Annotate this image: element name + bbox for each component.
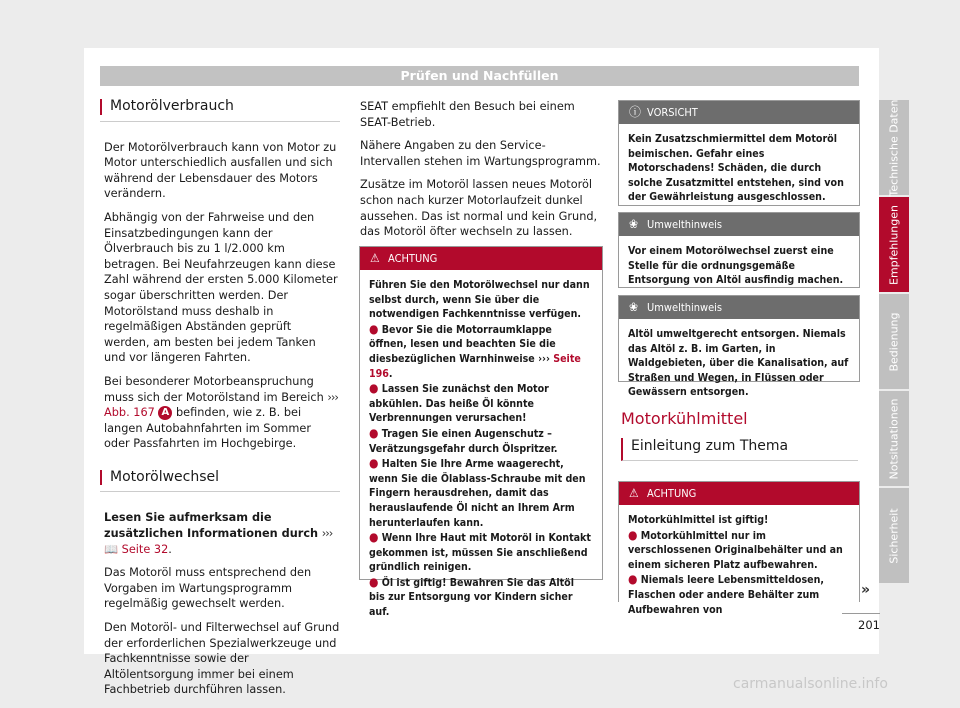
info-circle-icon: ⓘ	[629, 105, 642, 119]
box-title: Umwelthinweis	[647, 301, 723, 314]
warning-triangle-icon: ⚠	[370, 251, 380, 265]
list-item	[369, 426, 593, 456]
bullet-icon: ●	[369, 456, 379, 471]
column-1	[100, 99, 340, 706]
page-number: 201	[842, 613, 880, 632]
section-title: Motorkühlmittel	[621, 409, 748, 428]
bullet-icon: ●	[369, 574, 379, 589]
vorsicht-body: Kein Zusatzschmiermittel dem Motoröl beimischen. Gefahr eines Motorschadens! Schäden, die durch solche Zusatzmittel entstehen, sind von der Gewährleistung ausgeschlossen.	[628, 133, 844, 204]
tab-label: Notsituationen	[887, 398, 901, 479]
umwelt-box-2	[618, 295, 860, 399]
bullet-icon: ●	[369, 530, 379, 545]
heading-motoroelwechsel: Motorölwechsel	[100, 470, 340, 486]
figure-link[interactable]: Abb. 167	[104, 406, 155, 420]
box-title: Umwelthinweis	[647, 218, 723, 231]
list-item	[628, 528, 850, 573]
continue-marker: »	[861, 582, 871, 598]
achtung-box-coolant	[618, 481, 860, 616]
bullet-icon: ●	[369, 425, 379, 440]
text: Tragen Sie einen Augenschutz – Verätzungsgefahr durch Ölspritzer.	[369, 427, 558, 455]
paragraph: Zusätze im Motoröl lassen neues Motoröl schon nach kurzer Motorlaufzeit dunkel aussehen. Das ist normal und kein Grund, das Motoröl öfter wechseln zu lassen.	[360, 178, 598, 239]
paragraph: Lesen Sie aufmerksam die zusätzlichen Informationen durch ››› 📖 Seite 32.	[104, 511, 333, 556]
paragraph: Nähere Angaben zu den Service-Intervallen stehen im Wartungsprogramm.	[360, 139, 601, 168]
achtung-header	[360, 247, 602, 270]
tab-notsituationen[interactable]	[879, 391, 909, 486]
tab-empfehlungen[interactable]	[879, 197, 909, 292]
paragraph: Abhängig von der Fahrweise und den Einsatzbedingungen kann der Ölverbrauch bis zu 1 l/2.000 km betragen. Bei Neufahrzeugen kann diese Zahl während der ersten 5.000 Kilometer sogar überschritten werden. Der Motorölstand muss deshalb in regelmäßigen Abständen geprüft werden, am besten bei jedem Tanken und vor längeren Fahrten.	[104, 210, 338, 365]
box-title: ACHTUNG	[388, 252, 438, 265]
list-item	[628, 572, 850, 617]
page-link[interactable]: Seite 32	[121, 542, 169, 556]
paragraph: Das Motoröl muss entsprechend den Vorgaben im Wartungsprogramm regelmäßig gewechselt werden.	[104, 566, 312, 611]
bold-text: Lesen Sie aufmerksam die zusätzlichen Informationen durch	[104, 511, 319, 541]
bullet-icon: ●	[369, 381, 379, 396]
text: Bevor Sie die Motorraumklappe öffnen, lesen und beachten Sie die diesbezüglichen Warnhinweise	[369, 323, 556, 365]
paragraph	[104, 374, 340, 452]
reference-arrow: ›››	[327, 390, 338, 404]
achtung-box-oil	[359, 246, 603, 619]
list-item: ● Bevor Sie die Motorraumklappe öffnen, lesen und beachten Sie die diesbezüglichen Warnhinweise ››› Seite 196.	[369, 321, 581, 380]
warning-triangle-icon: ⚠	[629, 486, 639, 500]
text: Bei besonderer Motorbeanspruchung muss sich der Motorölstand im Bereich	[104, 374, 324, 404]
tab-label: Empfehlungen	[887, 204, 901, 285]
achtung-body	[619, 505, 859, 623]
reference-arrow: ›››	[538, 352, 550, 365]
text: Motorkühlmittel nur im verschlossenen Originalbehälter und an einem sicheren Platz aufbewahren.	[628, 529, 843, 571]
page-link[interactable]: Seite 196	[369, 352, 581, 380]
page-header: Prüfen und Nachfüllen	[100, 66, 859, 86]
vorsicht-box	[618, 100, 860, 206]
reference-arrow: ›››	[321, 527, 333, 541]
umwelt-body: Vor einem Motorölwechsel zuerst eine Stelle für die ordnungsgemäße Entsorgung von Altöl ausfindig machen.	[628, 245, 844, 287]
list-item	[369, 575, 593, 620]
environment-icon: ❀	[629, 217, 639, 231]
bullet-icon: ●	[628, 527, 638, 542]
box-title: ACHTUNG	[647, 487, 697, 500]
paragraph: Der Motorölverbrauch kann von Motor zu Motor unterschiedlich ausfallen und sich während der Lebensdauer des Motors verändern.	[104, 140, 337, 201]
list-item	[369, 456, 593, 530]
umwelt-header	[619, 213, 859, 236]
heading-motoroelverbrauch: Motorölverbrauch	[100, 99, 340, 115]
tab-bedienung[interactable]	[879, 294, 909, 389]
paragraph: SEAT empfiehlt den Besuch bei einem SEAT-Betrieb.	[360, 100, 575, 129]
tab-sicherheit[interactable]	[879, 488, 909, 583]
box-intro: Führen Sie den Motorölwechsel nur dann selbst durch, wenn Sie über die notwendigen Fachkenntnisse verfügen.	[369, 279, 590, 321]
bullet-icon: ●	[628, 572, 638, 587]
box-title: VORSICHT	[647, 106, 698, 119]
tab-label: Sicherheit	[887, 507, 901, 564]
list-item	[369, 381, 593, 426]
tab-technische-daten[interactable]	[879, 100, 909, 195]
text: Lassen Sie zunächst den Motor abkühlen. Das heiße Öl könnte Verbrennungen verursachen!	[369, 383, 549, 425]
achtung-body	[360, 270, 602, 626]
paragraph: Den Motoröl- und Filterwechsel auf Grund der erforderlichen Spezialwerkzeuge und Fachkenntnisse sowie der Altölentsorgung immer bei einem Fachbetrieb durchführen lassen.	[104, 621, 340, 697]
book-icon: 📖	[104, 542, 119, 556]
list-item	[369, 530, 593, 575]
bullet-icon: ●	[369, 321, 379, 336]
section-motorkuehlmittel	[621, 409, 858, 461]
environment-icon: ❀	[629, 300, 639, 314]
umwelt-body: Altöl umweltgerecht entsorgen. Niemals das Altöl z. B. im Garten, in Waldgebieten, über die Kanalisation, auf Straßen und Wegen, in Flüssen oder Gewässern entsorgen.	[628, 328, 849, 399]
text: Wenn Ihre Haut mit Motoröl in Kontakt gekommen ist, müssen Sie anschließend gründlich reinigen.	[369, 532, 591, 574]
tab-label: Technische Daten	[887, 99, 901, 196]
text: Öl ist giftig! Bewahren Sie das Altöl bis zur Entsorgung vor Kindern sicher auf.	[369, 576, 574, 619]
box-intro: Motorkühlmittel ist giftig!	[628, 514, 769, 526]
umwelt-header	[619, 296, 859, 319]
tab-label: Bedienung	[887, 311, 901, 372]
callout-circle-a: A	[158, 406, 172, 420]
umwelt-box-1	[618, 212, 860, 288]
watermark: carmanualsonline.info	[733, 676, 888, 692]
text: Niemals leere Lebensmitteldosen, Flaschen oder andere Behälter zum Aufbewahren von	[628, 574, 824, 616]
vorsicht-header	[619, 101, 859, 124]
text: Halten Sie Ihre Arme waagerecht, wenn Sie die Ölablass-Schraube mit den Fingern herausdrehen, damit das herauslaufende Öl nicht an Ihrem Arm herunterlaufen kann.	[369, 458, 586, 529]
section-subtitle: Einleitung zum Thema	[621, 438, 858, 461]
column-2	[360, 99, 602, 248]
text: befinden, wie z. B. bei langen Autobahnfahrten im Sommer oder Passfahrten im Hochgebirge.	[104, 406, 311, 451]
achtung-header	[619, 482, 859, 505]
